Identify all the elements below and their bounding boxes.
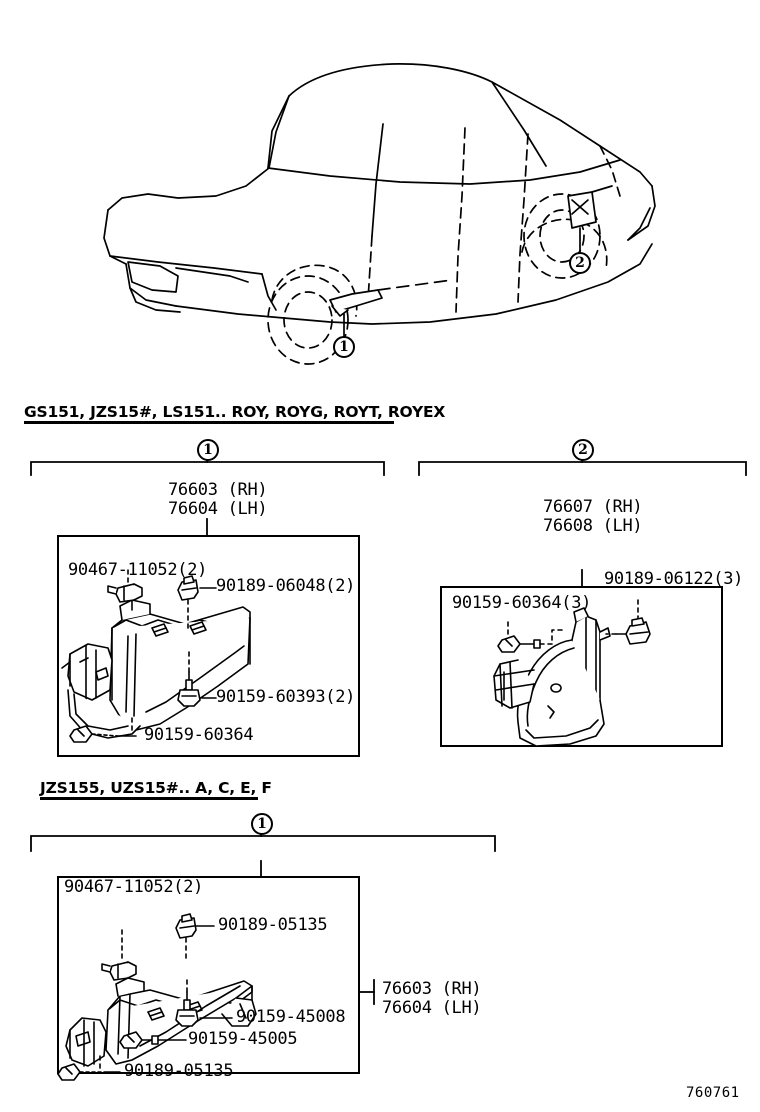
- panel-2-callout: 2: [572, 439, 594, 461]
- panel-2-fastener-label-1: 90189-06122(3): [604, 569, 744, 589]
- panel-1-fastener-label-1: 90467-11052(2): [68, 560, 208, 580]
- panel-3-fastener-label-1: 90467-11052(2): [64, 877, 204, 897]
- vehicle-callout-2: 2: [569, 252, 591, 274]
- panel-1-callout: 1: [197, 439, 219, 461]
- panel-1-part-number-lh: 76604 (LH): [168, 499, 268, 519]
- panel-3-part-number-lh: 76604 (LH): [382, 998, 482, 1018]
- panel-3-fastener-label-2: 90189-05135: [218, 915, 328, 935]
- panel-2-fastener-label-2: 90159-60364(3): [452, 593, 592, 613]
- section-2-heading: JZS155, UZS15#.. A, C, E, F: [40, 779, 272, 797]
- panel-3-fastener-label-4: 90159-45005: [188, 1029, 298, 1049]
- panel-3-fastener-label-5: 90189-05135: [124, 1061, 234, 1081]
- panel-3-fastener-label-3: 90159-45008: [236, 1007, 346, 1027]
- panel-2-part-number-lh: 76608 (LH): [543, 516, 643, 536]
- corner-code: 760761: [686, 1085, 740, 1101]
- panel-3-callout: 1: [251, 813, 273, 835]
- panel-1-part-number-rh: 76603 (RH): [168, 480, 268, 500]
- panel-2-part-number-rh: 76607 (RH): [543, 497, 643, 517]
- panel-1-fastener-label-4: 90159-60364: [144, 725, 254, 745]
- panel-1-fastener-label-3: 90159-60393(2): [216, 687, 356, 707]
- section-1-heading: GS151, JZS15#, LS151.. ROY, ROYG, ROYT, ROYEX: [24, 403, 446, 421]
- panel-3-part-number-rh: 76603 (RH): [382, 979, 482, 999]
- vehicle-callout-1: 1: [333, 336, 355, 358]
- panel-1-fastener-label-2: 90189-06048(2): [216, 576, 356, 596]
